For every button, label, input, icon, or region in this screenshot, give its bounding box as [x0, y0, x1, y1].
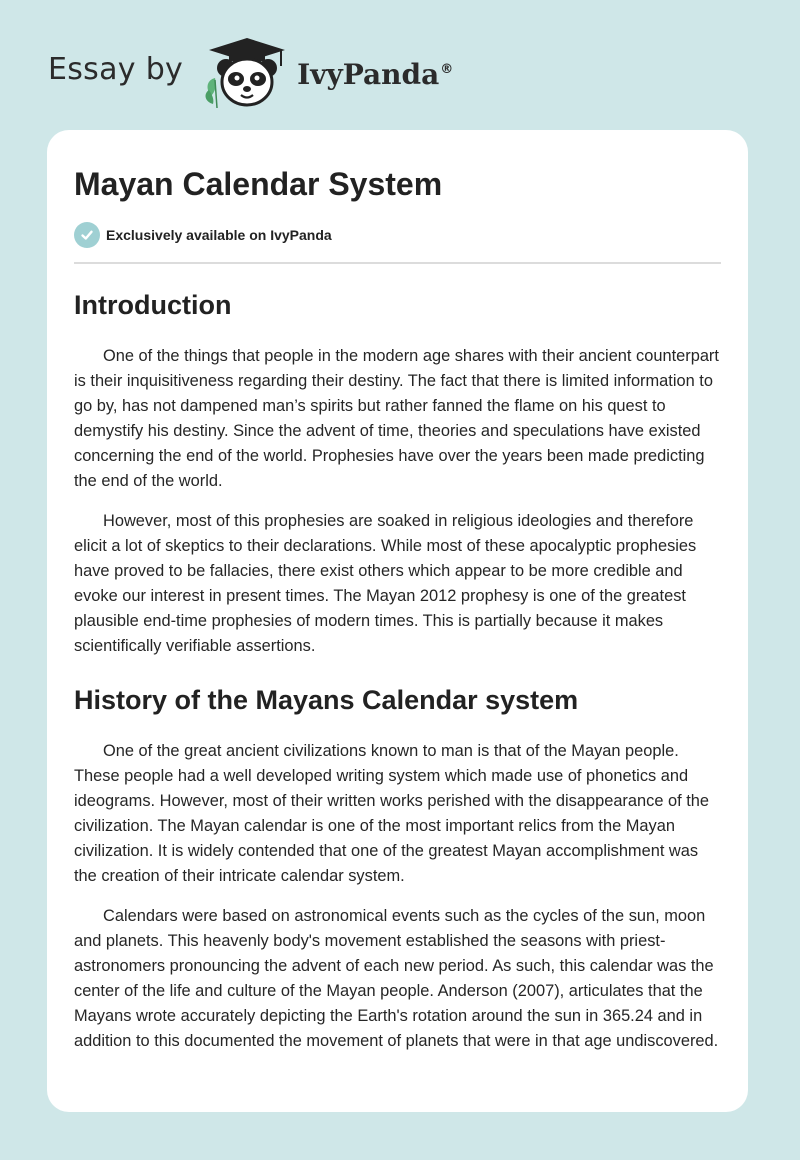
section-history: [74, 683, 721, 1054]
page-title: Mayan Calendar System: [74, 166, 443, 202]
paragraph: One of the great ancient civilizations known to man is that of the Mayan people. These people had a well developed writing system which made use of phonetics and ideograms. However, most of their written works perished with the disappearance of the civilization. The Mayan calendar is one of the most important relics from the Mayan civilization. It is widely contended that one of the greatest Mayan accomplishment was the creation of their intricate calendar system.: [74, 742, 709, 885]
section-introduction: [74, 288, 721, 659]
registered-mark: ®: [440, 62, 454, 78]
check-icon: [74, 222, 100, 248]
paragraph: However, most of this prophesies are soaked in religious ideologies and therefore elicit a lot of skeptics to their declarations. While most of these apocalyptic prophesies have proved to be fallacies, there exist others which appear to be more credible and evoke our interest in present times. The Mayan 2012 prophesy is one of the greatest plausible end-time prophesies of modern times. This is partially because it makes scientifically verifiable assertions.: [74, 512, 697, 655]
badge-text: Exclusively available on IvyPanda: [106, 227, 332, 243]
essay-card: [47, 130, 748, 1112]
title-divider: [74, 262, 721, 264]
paragraph: One of the things that people in the modern age shares with their ancient counterpart is their inquisitiveness regarding their destiny. The fact that there is limited information to go by, has not dampened man’s spirits but rather fanned the flame on his quest to demystify his destiny. Since the advent of time, theories and speculations have existed concerning the end of the world. Prophesies have over the years been made predicting the end of the world.: [74, 347, 719, 490]
panda-graduate-icon[interactable]: [201, 34, 293, 110]
brand-name: IvyPanda®: [297, 57, 454, 91]
section-heading: History of the Mayans Calendar system: [74, 685, 579, 715]
section-heading: Introduction: [74, 290, 232, 320]
exclusive-badge: [74, 222, 721, 248]
paragraph: Calendars were based on astronomical events such as the cycles of the sun, moon and planets. This heavenly body's movement established the seasons with priest-astronomers pronouncing the advent of each new period. As such, this calendar was the center of the life and culture of the Mayan people. Anderson (2007), articulates that the Mayans wrote accurately depicting the Earth's rotation around the sun in 365.24 and in addition to this documented the movement of planets that were in that age undiscovered.: [74, 907, 719, 1050]
brand-header: [48, 32, 453, 112]
brand-prefix: Essay by: [48, 51, 184, 87]
